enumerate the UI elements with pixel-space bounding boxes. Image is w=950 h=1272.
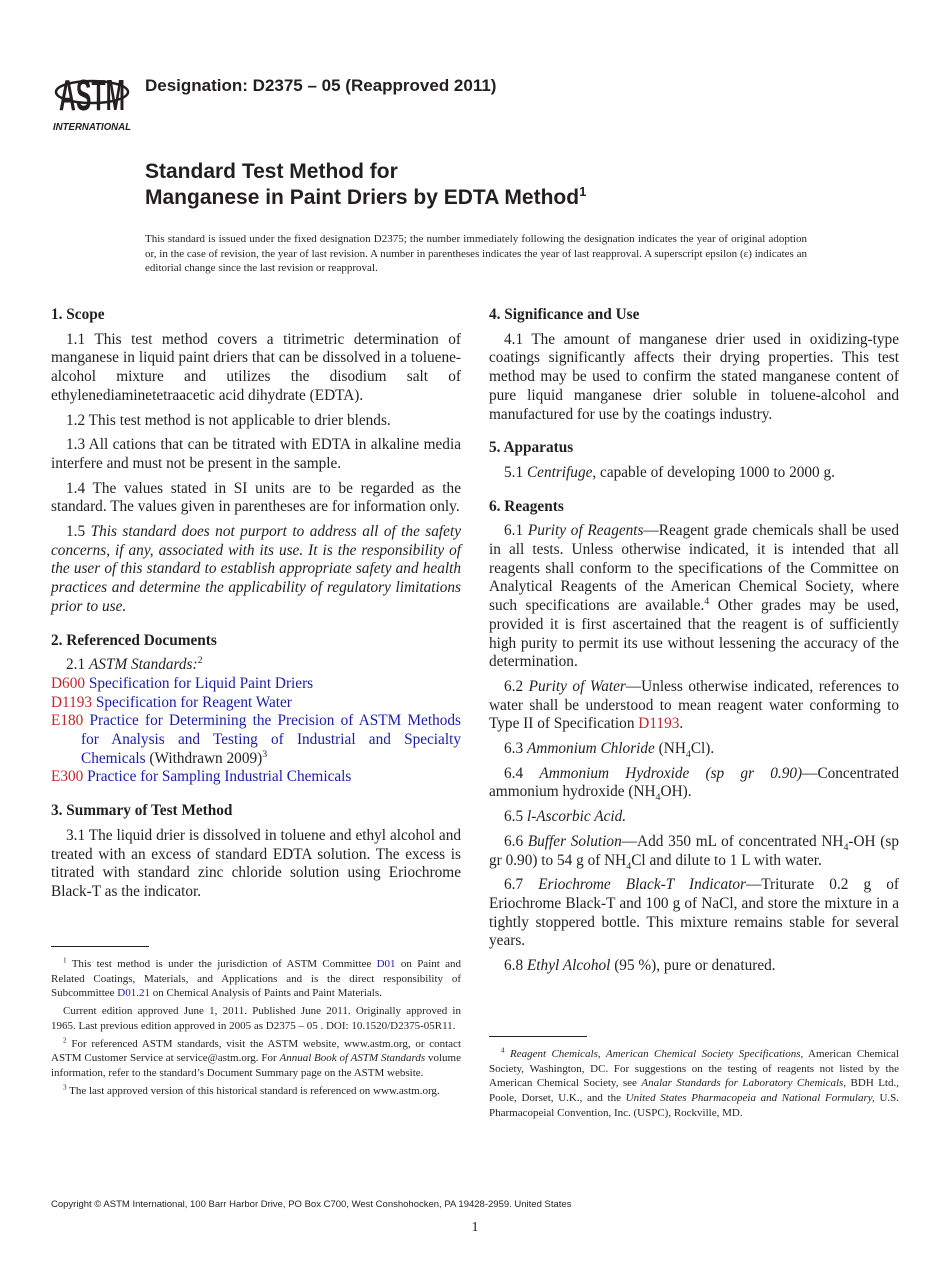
reference-link[interactable]: Specification for Reagent Water bbox=[95, 693, 292, 711]
text-run: Current edition approved June 1, 2011. Published June 2011. Originally approved in 1965. Last previous edition approved in 2005 as D2375 – 05 . DOI: 10.1520/D2375-05R11. bbox=[51, 1005, 461, 1032]
footnote bbox=[51, 1037, 461, 1081]
italic-text: Annual Book of ASTM Standards bbox=[279, 1052, 426, 1065]
reference-item bbox=[51, 768, 461, 787]
italic-text: Buffer Solution bbox=[527, 832, 622, 850]
text-run: This test method is under the jurisdiction of ASTM Committee bbox=[66, 958, 377, 970]
text-run: 6.1 bbox=[504, 522, 528, 540]
paragraph-6-7 bbox=[489, 876, 899, 951]
superscript: 2 bbox=[197, 655, 203, 667]
footnote bbox=[51, 957, 461, 1001]
text-run: 6.2 bbox=[504, 677, 529, 695]
reference-link[interactable]: D01 bbox=[376, 958, 396, 970]
paragraph-6-1 bbox=[489, 522, 899, 672]
title-footnote-mark: 1 bbox=[579, 184, 587, 199]
document-title bbox=[145, 159, 586, 211]
text-run: 3.1 The liquid drier is dissolved in toluene and ethyl alcohol and treated with an excess of standard EDTA solution. The excess is titrated with standard zinc chloride solution using Eriochrome Black-T as the indicator. bbox=[51, 826, 461, 900]
paragraph-6-6 bbox=[489, 833, 899, 870]
text-run: 1.1 This test method covers a titrimetric determination of manganese in liquid paint driers that can be dissolved in a toluene-alcohol mixture and utilizes the disodium salt of ethylenediaminetetraacetic acid dihydrate (EDTA). bbox=[51, 330, 461, 404]
footnotes-left bbox=[51, 946, 461, 1101]
superscript: 3 bbox=[262, 748, 268, 760]
text-run: (NH bbox=[654, 740, 686, 758]
italic-text: Purity of Reagents bbox=[527, 522, 644, 540]
text-run: —Unless otherwise indicated, references to water shall be understood to mean reagent water conforming to Type II of Specification bbox=[489, 677, 899, 733]
text-run: capable of developing 1000 to 2000 g. bbox=[596, 463, 835, 481]
text-run: (95 %), pure or denatured. bbox=[610, 957, 776, 975]
paragraph-1-1 bbox=[51, 331, 461, 406]
text-run: 6.8 bbox=[504, 957, 527, 975]
text-run: —Concentrated ammonium hydroxide (NH bbox=[489, 764, 899, 801]
italic-text: Reagent Chemicals, American Chemical Society Specifications, bbox=[510, 1048, 804, 1060]
astm-logo bbox=[52, 58, 136, 134]
section-heading-scope: 1. Scope bbox=[51, 306, 105, 323]
text-run: . bbox=[679, 715, 684, 733]
text-run: -OH (sp gr 0.90) to 54 g of NH bbox=[489, 832, 899, 869]
text-run: 6.6 bbox=[504, 832, 528, 850]
paragraph-6-3 bbox=[489, 740, 899, 759]
section-heading-reagents: 6. Reagents bbox=[489, 497, 564, 515]
text-run: OH). bbox=[660, 783, 692, 801]
footnote-divider bbox=[489, 1036, 587, 1037]
superscript: 1 bbox=[63, 956, 67, 965]
paragraph-2-1 bbox=[51, 656, 461, 675]
paragraph-1-2 bbox=[51, 412, 461, 431]
italic-text: ASTM Standards: bbox=[88, 656, 198, 674]
text-run: 1.2 This test method is not applicable to drier blends. bbox=[66, 411, 391, 429]
reference-item bbox=[51, 675, 461, 694]
paragraph-6-2 bbox=[489, 678, 899, 734]
paragraph-4-1 bbox=[489, 331, 899, 425]
title-line-2: Manganese in Paint Driers by EDTA Method bbox=[145, 186, 580, 209]
paragraph-5-1 bbox=[489, 464, 899, 483]
text-run: 6.4 bbox=[504, 764, 540, 782]
reference-code-link[interactable]: D1193 bbox=[638, 715, 680, 733]
left-column bbox=[51, 306, 461, 908]
paragraph-6-4 bbox=[489, 765, 899, 802]
reference-code-link[interactable]: D600 bbox=[51, 674, 85, 692]
superscript: 3 bbox=[63, 1082, 67, 1091]
text-run: —Reagent grade chemicals shall be used in all tests. Unless otherwise indicated, it is intended that all reagents shall conform to the specifications of the Committee on Analytical Reagents of the American Chemical Society, where such specifications are available. bbox=[489, 522, 899, 615]
section-heading-significance: 4. Significance and Use bbox=[489, 306, 640, 323]
copyright-notice: Copyright © ASTM International, 100 Barr Harbor Drive, PO Box C700, West Conshohocken, PA 19428-2959. United States bbox=[51, 1199, 572, 1210]
text-run: on Paint and Related Coatings, Materials, and Applications and is the direct responsibility of Subcommittee bbox=[51, 958, 462, 1000]
footnote bbox=[51, 1004, 461, 1033]
reference-item bbox=[51, 694, 461, 713]
italic-text: United States Pharmacopeia and National Formulary, bbox=[625, 1092, 875, 1105]
superscript: 4 bbox=[501, 1046, 505, 1055]
italic-text: Ethyl Alcohol bbox=[526, 957, 611, 975]
text-run: volume information, refer to the standard’s Document Summary page on the ASTM website. bbox=[51, 1052, 461, 1079]
text-run: 1.4 The values stated in SI units are to be regarded as the standard. The values given in parentheses are for information only. bbox=[51, 479, 461, 516]
reference-link[interactable]: D01.21 bbox=[117, 987, 150, 1000]
svg-text:INTERNATIONAL: INTERNATIONAL bbox=[53, 122, 131, 133]
issuance-note bbox=[145, 232, 807, 276]
reference-item bbox=[51, 712, 461, 768]
section-heading-referenced-documents: 2. Referenced Documents bbox=[51, 631, 217, 649]
superscript: 2 bbox=[63, 1035, 67, 1044]
section-heading-summary: 3. Summary of Test Method bbox=[51, 802, 233, 820]
text-run: Cl). bbox=[690, 740, 715, 758]
subscript: 4 bbox=[843, 841, 849, 853]
reference-link[interactable]: Specification for Liquid Paint Driers bbox=[88, 674, 314, 692]
italic-text: Centrifuge, bbox=[526, 463, 597, 481]
reference-link[interactable]: Practice for Sampling Industrial Chemicals bbox=[87, 768, 352, 786]
text-run: For referenced ASTM standards, visit the ASTM website, www.astm.org, or contact ASTM Customer Service at service@astm.org. For bbox=[51, 1037, 461, 1065]
text-run: 5.1 bbox=[504, 463, 527, 481]
text-run: 6.7 bbox=[504, 876, 539, 894]
reference-code-link[interactable]: E300 bbox=[51, 768, 84, 786]
subscript: 4 bbox=[626, 860, 632, 872]
text-run: —Triturate 0.2 g of Eriochrome Black-T and 100 g of NaCl, and store the mixture in a tightly stoppered bottle. This mixture remains stable for several years. bbox=[489, 876, 899, 950]
svg-text:ASTM: ASTM bbox=[59, 71, 125, 120]
italic-text: Analar Standards for Laboratory Chemicals, bbox=[641, 1077, 847, 1090]
paragraph-1-5 bbox=[51, 523, 461, 617]
text-run: Other grades may be used, provided it is first ascertained that the reagent is of sufficiently high purity to permit its use without lessening the accuracy of the determination. bbox=[489, 597, 899, 671]
footnote bbox=[51, 1084, 461, 1099]
page-number: 1 bbox=[471, 1220, 479, 1235]
text-run: 4.1 The amount of manganese drier used in oxidizing-type coatings significantly affects their drying properties. This test method may be used to confirm the stated manganese content of pure liquid manganese drier soluble in toluene-alcohol and manufactured for use by the coatings industry. bbox=[489, 330, 899, 423]
text-run: Cl and dilute to 1 L with water. bbox=[631, 851, 822, 869]
paragraph-3-1 bbox=[51, 827, 461, 902]
text-run: American Chemical Society, Washington, DC. For suggestions on the testing of reagents not listed by the American Chemical Society, see bbox=[489, 1048, 899, 1090]
footnotes-right bbox=[489, 1036, 899, 1124]
paragraph-1-3 bbox=[51, 436, 461, 473]
paragraph-6-5 bbox=[489, 808, 899, 827]
text-run: on Chemical Analysis of Paints and Paint Materials. bbox=[150, 987, 382, 1000]
title-line-1: Standard Test Method for bbox=[145, 160, 398, 183]
section-heading-apparatus: 5. Apparatus bbox=[489, 439, 574, 457]
text-run: —Add 350 mL of concentrated NH bbox=[621, 832, 844, 850]
text-run: U.S. Pharmacopeial Convention, Inc. (USPC), Rockville, MD. bbox=[489, 1092, 900, 1119]
italic-text: This standard does not purport to address all of the safety concerns, if any, associated with its use. It is the responsibility of the user of this standard to establish appropriate safety and health practices and determine the applicability of regulatory limitations prior to use. bbox=[51, 523, 461, 615]
reference-code-link[interactable]: E180 bbox=[51, 712, 84, 730]
text-run: BDH Ltd., Poole, Dorset, U.K., and the bbox=[489, 1077, 899, 1105]
italic-text: l-Ascorbic Acid. bbox=[526, 808, 627, 826]
italic-text: Ammonium Hydroxide (sp gr 0.90) bbox=[539, 764, 803, 782]
text-run: 2.1 bbox=[66, 656, 89, 674]
footnote-divider bbox=[51, 946, 149, 947]
subscript: 4 bbox=[685, 749, 691, 761]
subscript: 4 bbox=[655, 792, 661, 804]
right-column bbox=[489, 306, 899, 982]
italic-text: Purity of Water bbox=[528, 677, 626, 695]
text-run: This standard is issued under the fixed designation D2375; the number immediately following the designation indicates the year of original adoption or, in the case of revision, the year of last revision. A number in parentheses indicates the year of last reapproval. A superscript epsilon (ε) indicates an editorial change since the last revision or reapproval. bbox=[145, 233, 807, 275]
text-run: 1.3 All cations that can be titrated with EDTA in alkaline media interfere and must not be present in the sample. bbox=[51, 436, 461, 472]
reference-link[interactable]: Practice for Determining the Precision of ASTM Methods for Analysis and Testing of Industrial and Specialty Chemicals bbox=[81, 712, 461, 767]
designation: Designation: D2375 – 05 (Reapproved 2011) bbox=[145, 76, 497, 95]
text-run: 6.5 bbox=[504, 808, 527, 826]
text-run: The last approved version of this historical standard is referenced on www.astm.org. bbox=[66, 1084, 440, 1097]
paragraph-1-4 bbox=[51, 480, 461, 517]
footnote bbox=[489, 1047, 899, 1121]
paragraph-6-8 bbox=[489, 957, 899, 976]
superscript: 4 bbox=[704, 596, 710, 608]
reference-code-link[interactable]: D1193 bbox=[51, 693, 93, 711]
text-run: 6.3 bbox=[504, 740, 527, 758]
text-run: (Withdrawn 2009) bbox=[145, 749, 263, 767]
italic-text: Eriochrome Black-T Indicator bbox=[538, 876, 746, 894]
text-run: 1.5 bbox=[66, 523, 91, 541]
italic-text: Ammonium Chloride bbox=[526, 740, 655, 758]
